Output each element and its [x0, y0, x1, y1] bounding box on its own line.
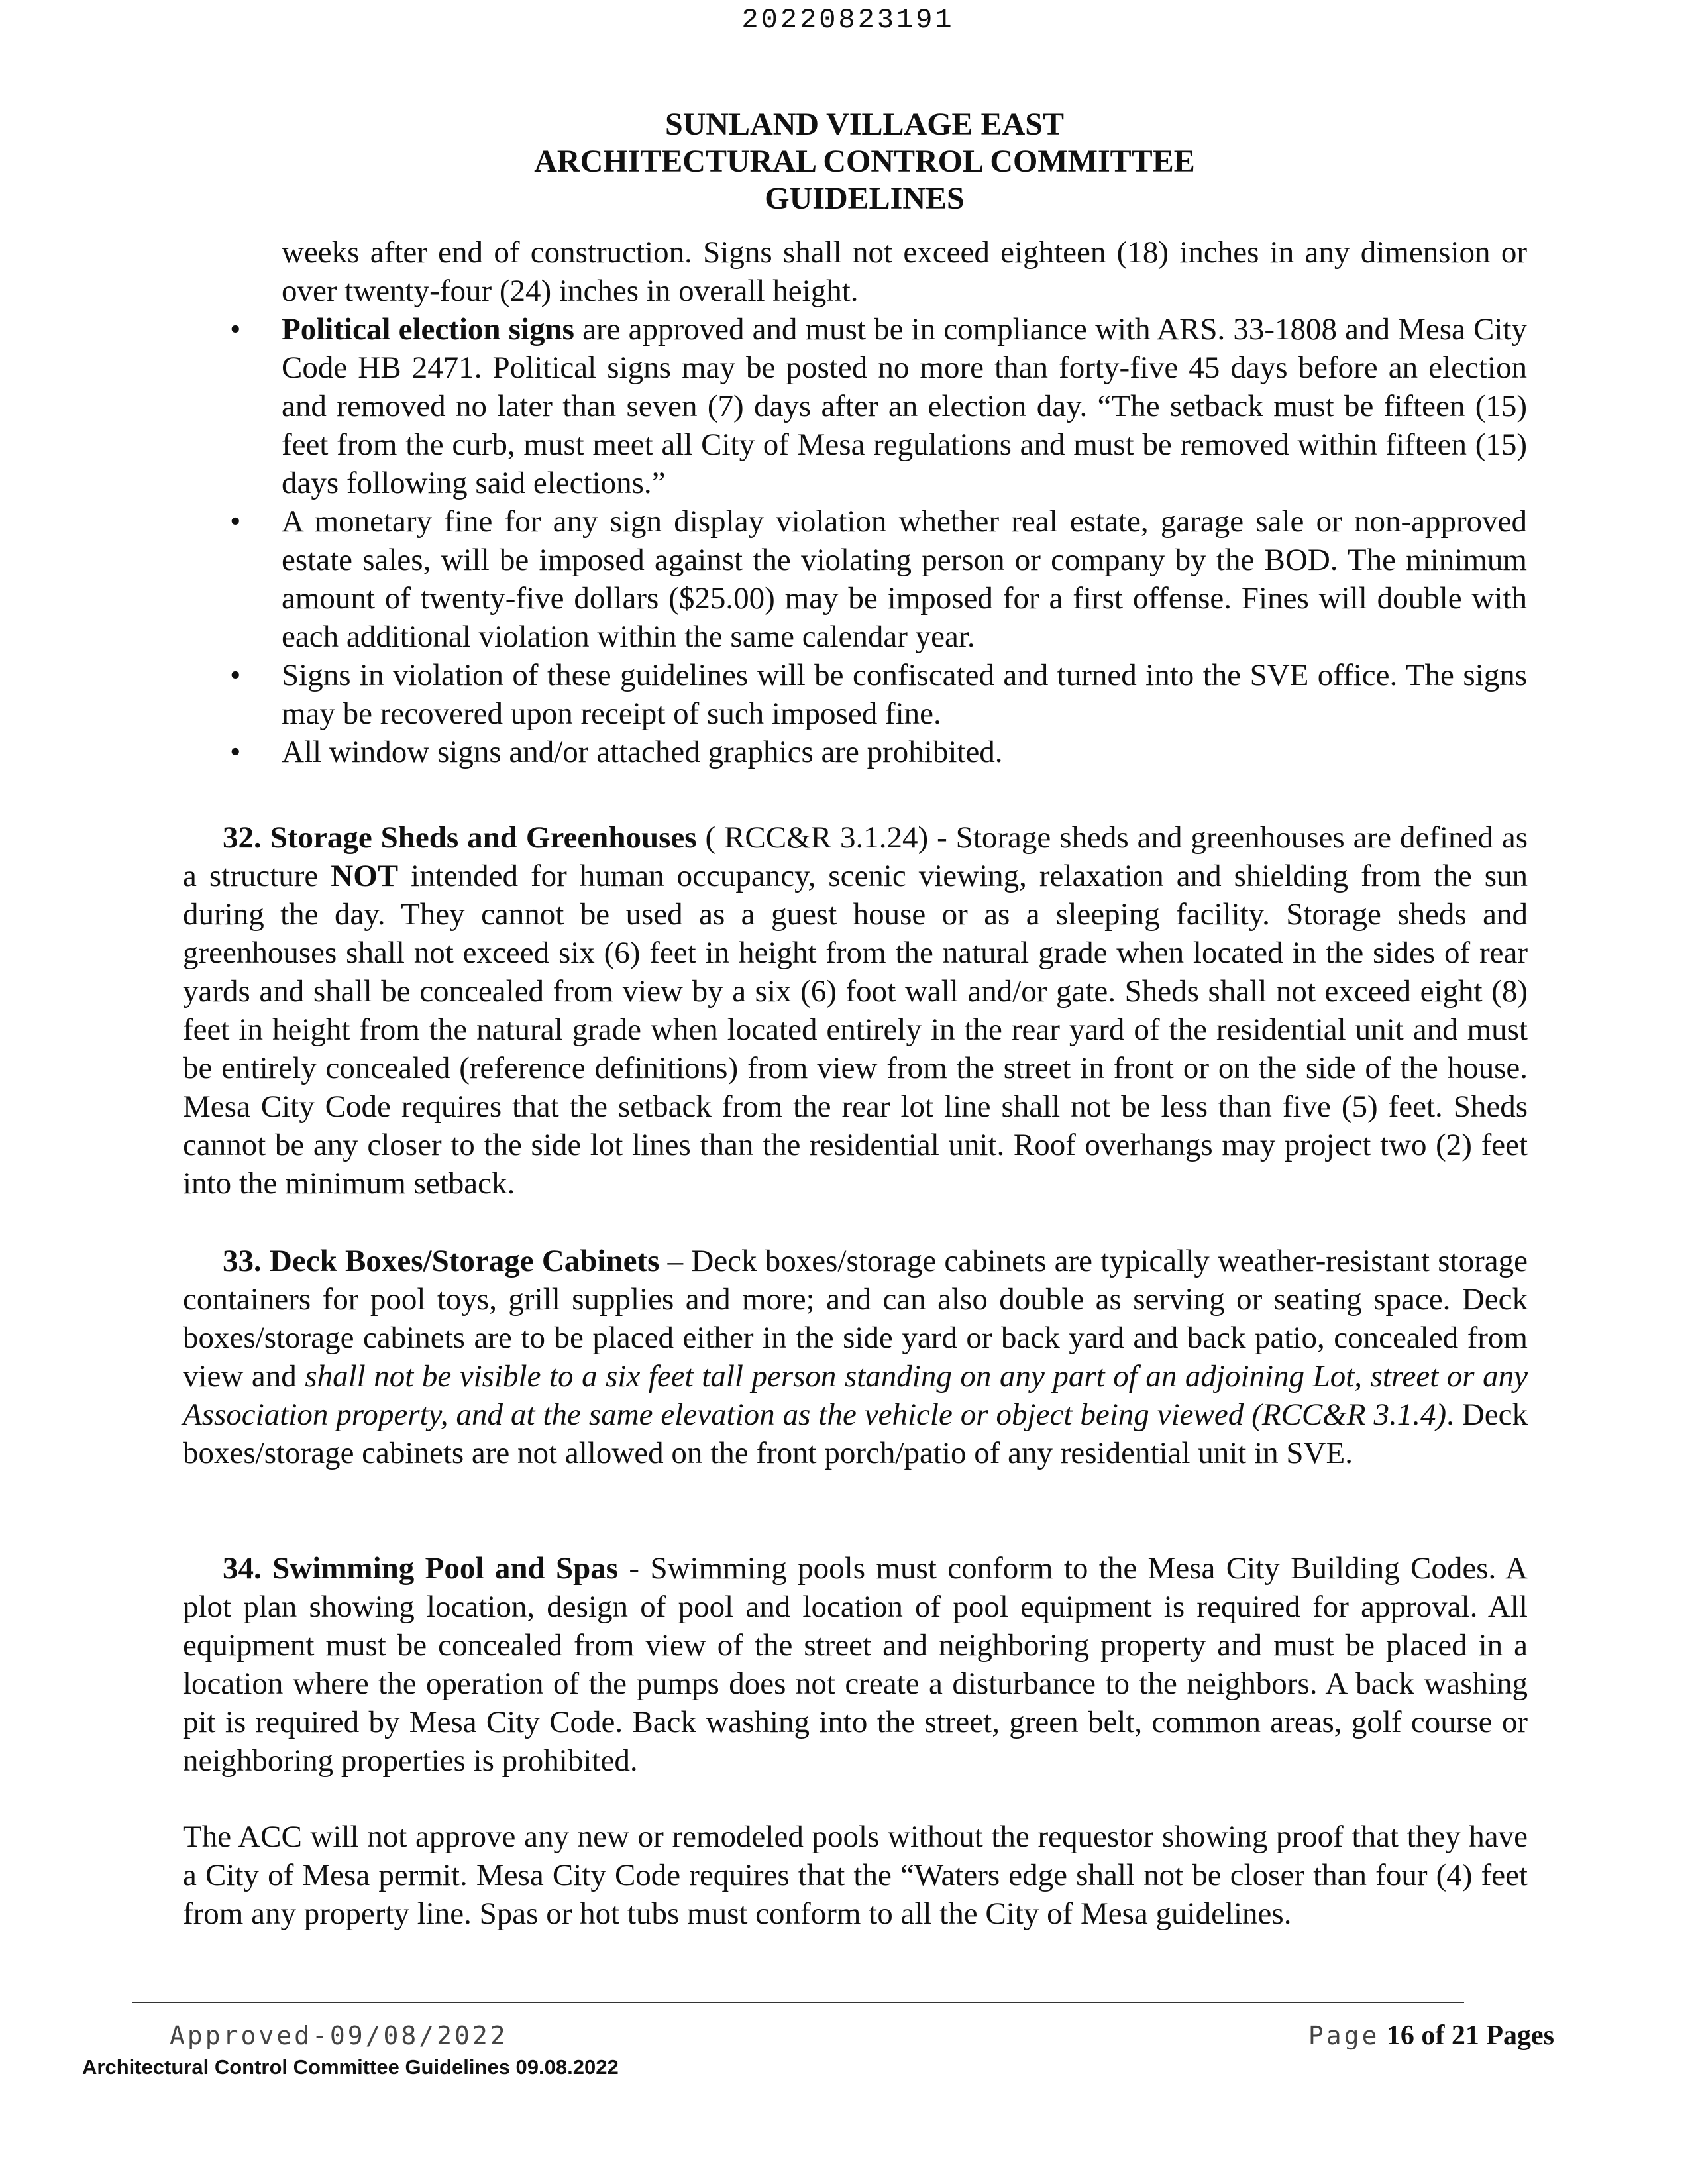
title-line-3: GUIDELINES — [765, 181, 965, 216]
bullet-text: A monetary fine for any sign display violation whether real estate, garage sale or non-approved estate sales, will be imposed against the violating person or company by the BOD. The minimum amount of twenty-five dollars ($25.00) may be imposed for a first offense. Fines will double with each additional violation within the same calendar year. — [282, 504, 1527, 654]
section-32-bold-word: NOT — [331, 859, 399, 893]
section-34-text: Swimming pools must conform to the Mesa City Building Codes. A plot plan showing location, design of pool and location of pool equipment is required for approval. All equipment must be concealed from view of the street and neighboring property and must be placed in a location where the operation of the pumps does not create a disturbance to the neighbors. A back washing pit is required by Mesa City Code. Back washing into the street, green belt, common areas, golf course or neighboring properties is prohibited. — [183, 1551, 1528, 1778]
page-title — [0, 106, 1696, 217]
footer-approved: Approved-09/08/2022 — [170, 2021, 508, 2050]
section-33-text-2: . Deck boxes/storage cabinets are not allowed on the front porch/patio of any residential unit in SVE. — [183, 1397, 1528, 1470]
bullet-icon: • — [230, 312, 241, 347]
section-33 — [183, 1242, 1528, 1472]
document-number: 20220823191 — [741, 4, 955, 36]
title-line-1: SUNLAND VILLAGE EAST — [665, 107, 1064, 142]
list-item — [230, 733, 1527, 771]
bullet-bold-label: Political election signs — [282, 312, 574, 347]
bullet-text: Signs in violation of these guidelines will be confiscated and turned into the SVE office. The signs may be recovered upon receipt of such imposed fine. — [282, 658, 1527, 731]
section-34-heading: 34. Swimming Pool and Spas - — [223, 1551, 640, 1586]
footer-page-number — [1308, 2020, 1554, 2051]
bullet-text: All window signs and/or attached graphics are prohibited. — [282, 735, 1003, 769]
section-32-text: ( RCC&R 3.1.24) - Storage sheds and greenhouses are defined as a structure — [183, 820, 1528, 893]
section-33-heading: 33. Deck Boxes/Storage Cabinets — [223, 1244, 660, 1278]
section-34 — [183, 1549, 1528, 1780]
continuation-text: weeks after end of construction. Signs shall not exceed eighteen (18) inches in any dimension or over twenty-four (24) inches in overall height. — [282, 235, 1527, 308]
section-33-italic: shall not be visible to a six feet tall person standing on any part of an adjoining Lot, street or any Association property, and at the same elevation as the vehicle or object being viewed (RCC&R 3.1.4) — [183, 1359, 1528, 1432]
bullet-icon: • — [230, 504, 241, 539]
section-34-para2: The ACC will not approve any new or remodeled pools without the requestor showing proof that they have a City of Mesa permit. Mesa City Code requires that the “Waters edge shall not be closer than four (4) feet from any property line. Spas or hot tubs must conform to all the City of Mesa guidelines. — [183, 1820, 1528, 1931]
section-32-text-2: intended for human occupancy, scenic viewing, relaxation and shielding from the sun during the day. They cannot be used as a guest house or as a sleeping facility. Storage sheds and greenhouses shall not exceed six (6) feet in height from the natural grade when located in the sides of rear yards and shall be concealed from view by a six (6) foot wall and/or gate. Sheds shall not exceed eight (8) feet in height from the natural grade when located entirely in the rear yard of the residential unit and must be entirely concealed (reference definitions) from view from the street in front or on the side of the house. Mesa City Code requires that the setback from the rear lot line shall not be less than five (5) feet. Sheds cannot be any closer to the side lot lines than the residential unit. Roof overhangs may project two (2) feet into the minimum setback. — [183, 859, 1528, 1201]
list-item — [230, 656, 1527, 733]
section-32 — [183, 818, 1528, 1203]
bullet-icon: • — [230, 735, 241, 769]
section-32-paragraph — [183, 818, 1528, 1203]
section-34-paragraph — [183, 1549, 1528, 1780]
section-34-paragraph-2 — [183, 1818, 1528, 1933]
bullet-text: are approved and must be in compliance with ARS. 33-1808 and Mesa City Code HB 2471. Political signs may be posted no more than forty-five 45 days before an election and removed no later than seven (7) days after an election day. “The setback must be fifteen (15) feet from the curb, must meet all City of Mesa regulations and must be removed within fifteen (15) days following said elections.” — [282, 312, 1527, 500]
section-32-heading: 32. Storage Sheds and Greenhouses — [223, 820, 697, 855]
footer-document-title: Architectural Control Committee Guidelines 09.08.2022 — [82, 2055, 619, 2079]
bullet-icon: • — [230, 658, 241, 692]
sign-rules-list — [230, 310, 1527, 771]
footer-divider — [132, 2002, 1464, 2003]
footer-page-word: Page — [1308, 2021, 1380, 2050]
footer-page-count: 16 of 21 Pages — [1386, 2020, 1554, 2051]
section-33-text: – Deck boxes/storage cabinets are typically weather-resistant storage containers for pool toys, grill supplies and more; and can also double as serving or seating space. Deck boxes/storage cabinets are to be placed either in the side yard or back yard and back patio, concealed from view and — [183, 1244, 1528, 1393]
title-line-2: ARCHITECTURAL CONTROL COMMITTEE — [534, 144, 1195, 179]
list-item — [230, 502, 1527, 656]
section-33-paragraph — [183, 1242, 1528, 1472]
list-item — [230, 310, 1527, 502]
